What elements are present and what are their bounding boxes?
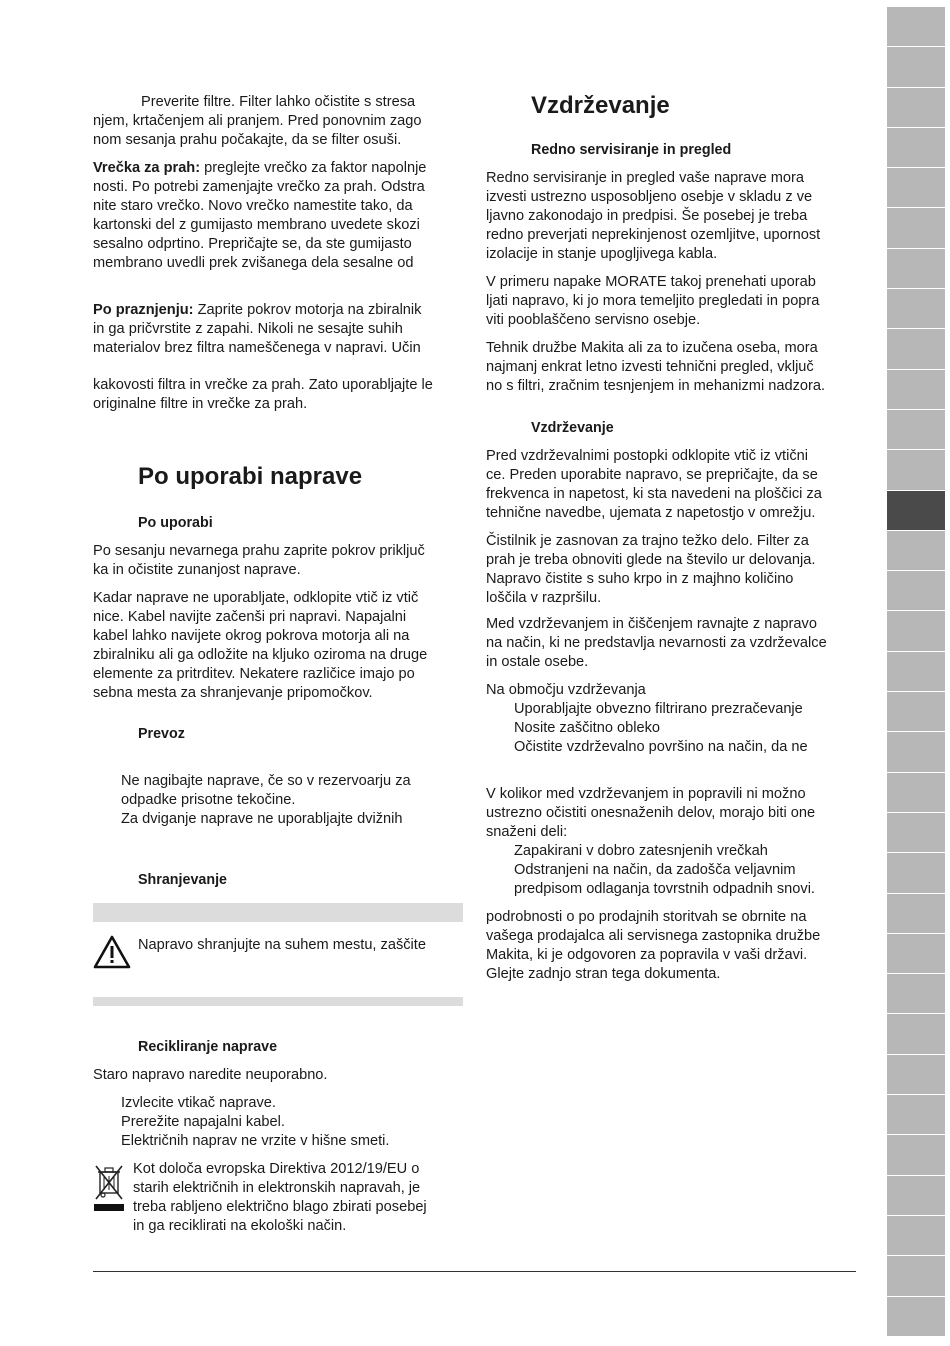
- recycling-intro: Staro napravo naredite neuporabno.: [93, 1067, 328, 1083]
- side-tab-strip: [887, 7, 945, 1337]
- side-tab: [887, 208, 945, 248]
- warning-triangle-icon: [93, 935, 131, 974]
- recycling-subheading: Recikliranje naprave: [138, 1039, 278, 1055]
- side-tab: [887, 813, 945, 853]
- side-tab: [887, 1297, 945, 1337]
- side-tab: [887, 168, 945, 208]
- transport-list: Ne nagibajte naprave, če so v rezervoarju za odpadke prisotne tekočine. Za dviganje naprave ne uporabljajte dvižnih: [121, 773, 411, 827]
- dust-bag-label: Vrečka za prah:: [93, 160, 201, 176]
- after-emptying-label: Po praznjenju:: [93, 302, 194, 318]
- after-hazard-paragraph: Po sesanju nevarnega prahu zaprite pokrov priključ ka in očistite zunanjost naprave.: [93, 543, 425, 578]
- side-tab: [887, 128, 945, 168]
- side-tab: [887, 611, 945, 651]
- side-tab: [887, 370, 945, 410]
- fault-paragraph: V primeru napake MORATE takoj prenehati uporab ljati napravo, ki jo mora temeljito pregledati in popra viti pooblaščeno servisno osebje.: [486, 274, 820, 328]
- warning-bottom-bar: [93, 997, 463, 1006]
- side-tab: [887, 1176, 945, 1216]
- side-tab: [887, 894, 945, 934]
- side-tab: [887, 571, 945, 611]
- side-tab: [887, 652, 945, 692]
- warning-top-bar: [93, 903, 463, 922]
- unplug-paragraph: Kadar naprave ne uporabljate, odklopite vtič iz vtič nice. Kabel navijte začenši pri napravi. Napajalni kabel lahko navijete okrog pokrova motorja ali na zbiralniku ali ga odložite na kljuko oziroma na druge elemente za pritrditev. Nekatere različice imajo po sebna mesta za shranjevanje pripomočkov.: [93, 590, 428, 701]
- side-tab: [887, 531, 945, 571]
- after-sales-paragraph: podrobnosti o po prodajnih storitvah se obrnite na vašega prodajalca ali servisnega zastopnika družbe Makita, ki je odgovoren za popravila v vaši državi. Glejte zadnjo stran tega dokumenta.: [486, 909, 821, 982]
- contaminated-parts-paragraph: V kolikor med vzdrževanjem in popravili ni možno ustrezno očistiti onesnaženih delov, morajo biti one snaženi deli:: [486, 786, 816, 840]
- side-tab: [887, 88, 945, 128]
- dust-bag-paragraph: [93, 159, 465, 273]
- after-use-heading: Po uporabi naprave: [138, 463, 363, 490]
- side-tab: [887, 853, 945, 893]
- crossed-bin-icon: [93, 1163, 125, 1220]
- after-use-subheading: Po uporabi: [138, 515, 213, 531]
- technician-paragraph: Tehnik družbe Makita ali za to izučena oseba, mora najmanj enkrat letno izvesti tehnični pregled, vključ no s filtri, zračnim tesnjenjem in mehanizmi nadzora.: [486, 340, 826, 394]
- before-maintenance-paragraph: Pred vzdrževalnimi postopki odklopite vtič iz vtični ce. Preden uporabite napravo, se prepričajte, da se frekvenca in napetost, ki sta navedeni na ploščici za tehnične navedbe, ujemata z napetostjo v omrežju.: [486, 448, 822, 521]
- cleaner-paragraph: Čistilnik je zasnovan za trajno težko delo. Filter za prah je treba obnoviti glede na število ur delovanja. Napravo čistite s suho krpo in z majhno količino loščila v razpršilu.: [486, 533, 816, 606]
- side-tab: [887, 974, 945, 1014]
- filter-quality-paragraph: kakovosti filtra in vrečke za prah. Zato uporabljajte le originalne filtre in vrečke za prah.: [93, 377, 433, 412]
- side-tab: [887, 773, 945, 813]
- maintenance-subheading: Vzdrževanje: [531, 420, 614, 436]
- handling-paragraph: Med vzdrževanjem in čiščenjem ravnajte z napravo na način, ki ne predstavlja nevarnosti za vzdrževalce in ostale osebe.: [486, 616, 827, 670]
- side-tab: [887, 934, 945, 974]
- side-tab: [887, 1135, 945, 1175]
- after-emptying-paragraph: [93, 301, 465, 358]
- side-tab: [887, 692, 945, 732]
- maintenance-heading: Vzdrževanje: [531, 92, 670, 119]
- side-tab: [887, 450, 945, 490]
- dust-bag-text: preglejte vrečko za faktor napolnje nosti. Po potrebi zamenjajte vrečko za prah. Odstra nite staro vrečko. Novo vrečko namestite tako, da kartonski del z gumijasto membrano uvedete skozi sesalno odprtino. Prepričajte se, da ste gumijasto membrano uvedli prek zvišanega dela sesalne od: [93, 160, 427, 271]
- side-tab: [887, 7, 945, 47]
- footer-rule: [93, 1271, 856, 1272]
- after-emptying-text: Zaprite pokrov motorja na zbiralnik in ga pričvrstite z zapahi. Nikoli ne sesajte suhih materialov brez filtra nameščenega v napravi. Učin: [93, 302, 422, 356]
- side-tab: [887, 410, 945, 450]
- maintenance-area-intro: Na območju vzdrževanja: [486, 682, 646, 698]
- side-tab: [887, 1095, 945, 1135]
- filter-paragraph: Preverite filtre. Filter lahko očistite s stresa njem, krtačenjem ali pranjem. Pred ponovnim zago nom sesanja prahu počakajte, da se filter osuši.: [93, 94, 422, 148]
- side-tab: [887, 47, 945, 87]
- side-tab: [887, 249, 945, 289]
- side-tab: [887, 1055, 945, 1095]
- contaminated-parts-list: Zapakirani v dobro zatesnjenih vrečkah Odstranjeni na način, da zadošča veljavnim predpisom odlaganja tovrstnih odpadnih snovi.: [514, 843, 815, 897]
- service-paragraph: Redno servisiranje in pregled vaše naprave mora izvesti ustrezno usposobljeno osebje v skladu z ve ljavno zakonodajo in predpisi. Še posebej je treba redno preverjati neprekinjenost ozemljitve, upornost izolacije in stanje upogljivega kabla.: [486, 170, 821, 262]
- side-tab: [887, 1014, 945, 1054]
- storage-subheading: Shranjevanje: [138, 872, 227, 888]
- side-tab: [887, 1256, 945, 1296]
- storage-warning-text: Napravo shranjujte na suhem mestu, zaščite: [138, 937, 426, 953]
- service-subheading: Redno servisiranje in pregled: [531, 142, 732, 158]
- transport-subheading: Prevoz: [138, 726, 185, 742]
- side-tab: [887, 1216, 945, 1256]
- recycling-list: Izvlecite vtikač naprave. Prerežite napajalni kabel. Električnih naprav ne vrzite v hišne smeti.: [121, 1095, 390, 1149]
- weee-text: Kot določa evropska Direktiva 2012/19/EU o starih električnih in elektronskih napravah, je treba rabljeno električno blago zbirati posebej in ga reciklirati na ekološki način.: [133, 1161, 427, 1234]
- side-tab-active: [887, 491, 945, 531]
- side-tab: [887, 329, 945, 369]
- maintenance-area-list: Uporabljajte obvezno filtrirano prezračevanje Nosite zaščitno obleko Očistite vzdrževalno površino na način, da ne: [514, 701, 808, 755]
- side-tab: [887, 289, 945, 329]
- side-tab: [887, 732, 945, 772]
